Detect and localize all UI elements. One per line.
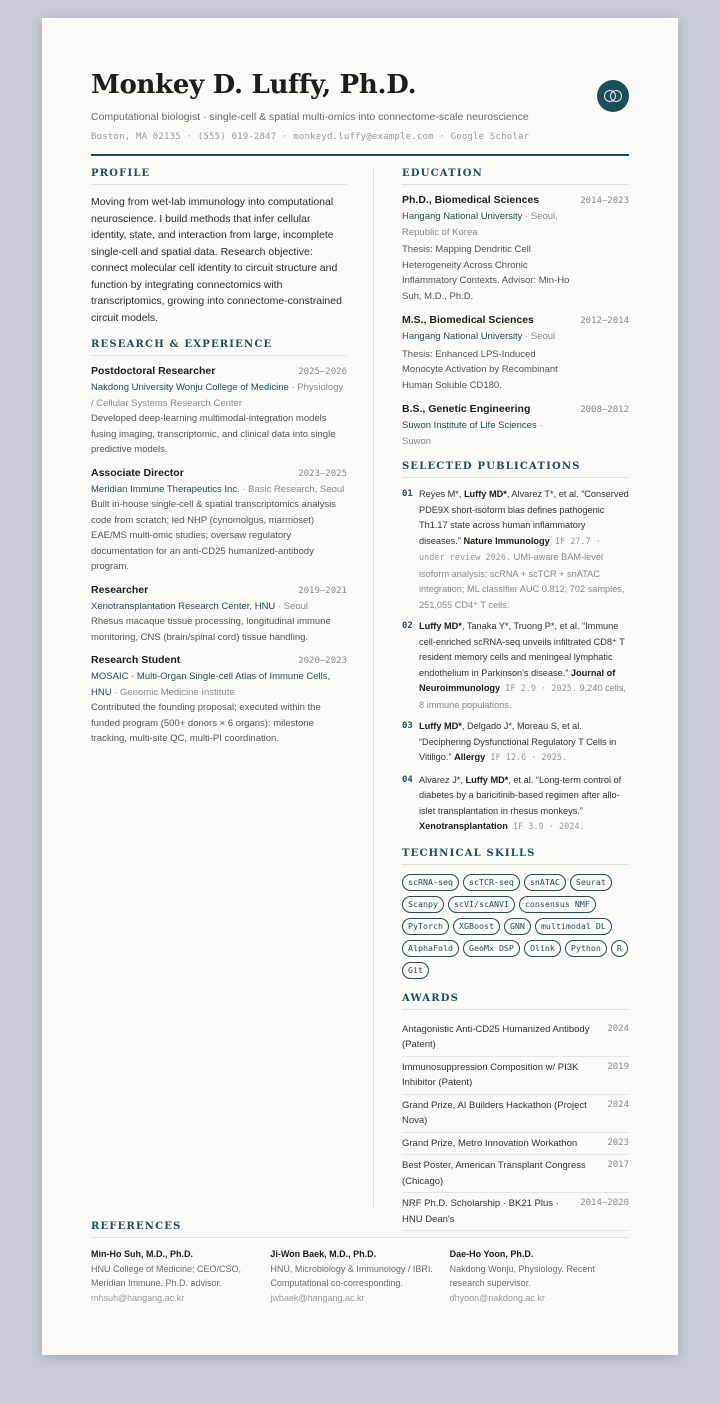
- experience-entry: [91, 467, 347, 575]
- experience-description: Rhesus macaque tissue processing, longitudinal immune monitoring, CNS (brain/spinal cord) tissue handling.: [91, 616, 331, 643]
- publication-author-self: Luffy MD*: [463, 489, 507, 499]
- education-dates: 2014–2023: [580, 196, 629, 206]
- publication-item: [402, 619, 629, 713]
- education-dates: 2008–2012: [580, 405, 629, 415]
- publication-author-self: Luffy MD*: [419, 721, 462, 731]
- publication-citation: [419, 773, 629, 836]
- experience-organization-line: [91, 599, 347, 615]
- award-name: NRF Ph.D. Scholarship · BK21 Plus · HNU Dean's: [402, 1198, 559, 1225]
- publication-list: [402, 487, 629, 836]
- reference-email: dhyoon@nakdong.ac.kr: [449, 1292, 545, 1303]
- education-entry: [402, 403, 629, 449]
- reference-entry: [450, 1247, 629, 1305]
- award-name: Immunosuppression Composition w/ PI3K Inhibitor (Patent): [402, 1061, 579, 1088]
- experience-dates: 2020–2023: [298, 656, 347, 666]
- reference-name: Dae-Ho Yoon, Ph.D.: [449, 1249, 534, 1259]
- award-year: 2019: [607, 1061, 629, 1072]
- publication-citation: [419, 619, 629, 713]
- education-degree: B.S., Genetic Engineering: [402, 403, 531, 415]
- experience-organization: Meridian Immune Therapeutics Inc.: [91, 483, 240, 495]
- experience-organization: MOSAIC · Multi-Organ Single-cell Atlas of Immune Cells, HNU: [91, 671, 331, 698]
- skill-tag: R: [611, 940, 628, 957]
- publication-item: [402, 773, 629, 836]
- experience-entry: [91, 654, 347, 747]
- publication-authors-pre: Reyes M*,: [419, 489, 464, 499]
- skill-tag: AlphaFold: [402, 940, 459, 957]
- experience-location: · Genomic Medicine Institute: [111, 686, 235, 698]
- publication-journal: Xenotransplantation: [419, 821, 508, 831]
- education-entry-header: [402, 314, 629, 326]
- reference-description: HNU, Microbiology & Immunology / IBRI. Computational co-corresponding.: [270, 1263, 433, 1288]
- reference-name: Min-Ho Suh, M.D., Ph.D.: [91, 1249, 193, 1259]
- experience-role: Associate Director: [91, 466, 184, 479]
- education-heading: EDUCATION: [402, 168, 629, 185]
- skill-tag: GNN: [504, 918, 531, 935]
- skill-tag: GeoMx DSP: [463, 940, 520, 957]
- publication-meta: IF 2.9 · 2025.: [500, 684, 577, 694]
- award-year: 2014–2020: [580, 1198, 629, 1208]
- experience-description: Developed deep-learning multimodal-integration models fusing imaging, transcriptomic, and clinical data into single predictive models.: [91, 413, 336, 455]
- experience-dates: 2019–2021: [298, 585, 347, 596]
- experience-entry: [91, 365, 347, 458]
- tagline: Computational biologist · single-cell & spatial multi-omics into connectome-scale neuroscience: [91, 111, 529, 123]
- skill-tag: snATAC: [524, 874, 566, 891]
- education-thesis: Thesis: Mapping Dendritic Cell Heterogeneity Across Chronic Inflammatory Contexts. Advisor: Min-Ho Suh, M.D., Ph.D.: [402, 244, 570, 302]
- education-location: · Suwon: [402, 420, 543, 447]
- publication-authors-title: , et al. “Long-term control of diabetes by a baricitinib-based regimen after allo-islet transplantation in rhesus monkeys.”: [419, 774, 622, 816]
- publication-note: UMI-aware BAM-level isoform analysis; scRNA + scTCR + snATAC integration; ML classifier AUC 0.812; 702 samples, 251,055 CD4⁺ T cells.: [419, 552, 625, 610]
- experience-organization: Xenotransplantation Research Center, HNU: [91, 600, 276, 612]
- award-name: Antagonistic Anti-CD25 Humanized Antibody (Patent): [402, 1023, 590, 1050]
- publication-journal: Journal of Neuroimmunology: [419, 667, 616, 693]
- publication-authors-title: , Alvarez T*, et al. “Conserved PDE9X short-isoform bias defines pathogenic Th1.17 state across human inflammatory diseases.”: [419, 489, 629, 546]
- education-entry-header: [402, 403, 629, 415]
- experience-location: · Seoul: [275, 600, 309, 612]
- reference-name: Ji-Won Baek, M.D., Ph.D.: [270, 1249, 377, 1259]
- education-school: Suwon Institute of Life Sciences: [402, 420, 537, 431]
- publication-item: [402, 487, 629, 613]
- experience-entry-header: [91, 584, 347, 596]
- skills-heading: TECHNICAL SKILLS: [402, 848, 629, 865]
- education-entry: [402, 314, 629, 393]
- column-divider: [373, 168, 374, 1208]
- skill-tag: scTCR-seq: [463, 874, 520, 891]
- profile-text: Moving from wet-lab immunology into computational neuroscience. I build methods that infer cellular identity, state, and interaction from large, incomplete single-cell and spatial data. Research objective: connect molecular cell identity to circuit structure and function by integrating connectomics with transcriptomics, growing into connectome-constrained circuit models.: [91, 196, 342, 324]
- education-school: Hangang National University: [402, 331, 523, 342]
- experience-description: Built in-house single-cell & spatial transcriptomics analysis code from scratch; led NHP (cynomolgus, marmoset) EAE/MS multi-omic studies; oversaw regulatory documentation for an anti-CD25 humanized-antibody program.: [91, 499, 336, 572]
- skill-tag: Python: [565, 940, 607, 957]
- interlocking-rings-icon: [597, 80, 629, 112]
- reference-entry: [270, 1247, 449, 1305]
- education-school-line: [402, 418, 572, 449]
- reference-list: [91, 1247, 629, 1305]
- experience-organization: Nakdong University Wonju College of Medicine: [91, 382, 289, 393]
- skill-tag: scVI/scANVI: [448, 896, 515, 913]
- publication-authors-pre: Alvarez J*,: [419, 774, 466, 785]
- education-entry-header: [402, 194, 629, 206]
- experience-dates: 2025–2026: [298, 367, 347, 377]
- education-dates: 2012–2014: [580, 316, 629, 326]
- reference-description: HNU College of Medicine; CEO/CSO, Meridian Immune. Ph.D. advisor.: [91, 1263, 242, 1288]
- publication-meta: IF 3.9 · 2024.: [507, 822, 585, 832]
- education-school-line: [402, 209, 572, 240]
- award-name: Grand Prize, Metro Innovation Workathon: [402, 1137, 578, 1149]
- left-column: [91, 168, 347, 756]
- header: [91, 70, 629, 142]
- experience-organization-line: [91, 380, 347, 411]
- education-location: · Seoul, Republic of Korea: [402, 211, 558, 238]
- skill-tag: scRNA-seq: [402, 874, 459, 891]
- publication-author-self: Luffy MD*: [419, 621, 462, 631]
- award-name: Grand Prize, AI Builders Hackathon (Project Nova): [402, 1099, 587, 1126]
- award-list: [402, 1019, 629, 1232]
- reference-email: jwbaek@hangang.ac.kr: [270, 1292, 365, 1303]
- reference-email: mhsuh@hangang.ac.kr: [91, 1292, 185, 1303]
- education-degree: M.S., Biomedical Sciences: [402, 314, 534, 326]
- experience-list: [91, 365, 347, 747]
- publication-journal: Allergy: [454, 752, 486, 762]
- skill-tag: Olink: [524, 940, 561, 957]
- experience-role: Research Student: [91, 654, 181, 666]
- publications-heading: SELECTED PUBLICATIONS: [402, 461, 629, 478]
- publication-number: 02: [402, 621, 413, 631]
- publication-author-self: Luffy MD*: [465, 774, 509, 785]
- experience-heading: RESEARCH & EXPERIENCE: [91, 339, 347, 356]
- skill-tag: Seurat: [570, 874, 612, 891]
- experience-entry-header: [91, 467, 347, 479]
- skill-tag: Git: [402, 962, 429, 979]
- skill-tag: Scanpy: [402, 896, 444, 913]
- skill-tag: multimodal DL: [535, 918, 612, 935]
- references-section: [91, 1221, 629, 1305]
- resume-page: [42, 18, 678, 1355]
- education-thesis: Thesis: Enhanced LPS-Induced Monocyte Activation by Recombinant Human Soluble CD180.: [402, 348, 558, 391]
- experience-location: · Basic Research, Seoul: [239, 483, 345, 495]
- publication-number: 01: [402, 489, 413, 499]
- skill-tag: consensus NMF: [519, 896, 596, 913]
- education-degree: Ph.D., Biomedical Sciences: [402, 194, 540, 206]
- award-item: [402, 1155, 629, 1193]
- education-location: · Seoul: [522, 331, 556, 342]
- education-entry: [402, 194, 629, 304]
- publication-journal: Nature Immunology: [463, 535, 550, 546]
- publication-item: [402, 719, 629, 767]
- publication-citation: [419, 719, 629, 767]
- references-heading: REFERENCES: [91, 1221, 629, 1238]
- candidate-name: Monkey D. Luffy, Ph.D.: [91, 70, 417, 100]
- experience-entry-header: [91, 365, 347, 377]
- award-year: 2017: [607, 1160, 629, 1170]
- reference-entry: [91, 1247, 270, 1305]
- header-divider: [91, 154, 629, 156]
- publication-note: 9,240 cells, 8 immune populations.: [419, 683, 626, 710]
- publication-citation: [419, 487, 629, 613]
- experience-entry: [91, 584, 347, 646]
- award-year: 2023: [607, 1137, 629, 1148]
- award-year: 2024: [607, 1099, 629, 1110]
- award-name: Best Poster, American Transplant Congress (Chicago): [402, 1160, 586, 1187]
- publication-meta: IF 12.6 · 2025.: [485, 753, 568, 763]
- experience-organization-line: [91, 482, 347, 498]
- award-year: 2024: [607, 1023, 629, 1034]
- publication-number: 04: [402, 774, 413, 785]
- right-column: [402, 168, 629, 1231]
- experience-dates: 2023–2025: [298, 468, 347, 479]
- experience-description: Contributed the founding proposal; executed within the funded program (500+ donors × 6 organs): milestone tracking, multi-site QC, multi-PI coordination.: [91, 702, 321, 744]
- awards-heading: AWARDS: [402, 993, 629, 1010]
- skill-tag: PyTorch: [402, 918, 449, 935]
- publication-authors-title: , Delgado J*, Moreau S, et al. “Deciphering Dysfunctional Regulatory T Cells in Vitiligo.”: [419, 721, 617, 762]
- experience-location: · Physiology / Cellular Systems Research Center: [91, 382, 344, 409]
- publication-authors-title: , Tanaka Y*, Truong P*, et al. “Immune cell-enriched scRNA-seq unveils infiltrated CD8⁺ T resident memory cells and meningeal lymphatic endothelium in Parkinson's disease.”: [419, 621, 625, 678]
- profile-heading: PROFILE: [91, 168, 347, 185]
- skill-tag: XGBoost: [453, 918, 500, 935]
- award-item: [402, 1019, 629, 1057]
- publication-number: 03: [402, 721, 413, 731]
- education-school: Hangang National University: [402, 211, 523, 222]
- education-school-line: [402, 329, 572, 345]
- contact-line: Boston, MA 02135 · (555) 019-2847 · monkeyd.luffy@example.com · Google Scholar: [91, 132, 530, 142]
- experience-entry-header: [91, 654, 347, 666]
- skill-list: [402, 874, 629, 979]
- award-item: [402, 1057, 629, 1095]
- award-item: [402, 1095, 629, 1133]
- education-list: [402, 194, 629, 449]
- reference-description: Nakdong Wonju, Physiology. Recent research supervisor.: [449, 1263, 595, 1288]
- experience-role: Researcher: [91, 583, 149, 596]
- experience-role: Postdoctoral Researcher: [91, 365, 216, 377]
- award-item: [402, 1133, 629, 1156]
- publication-meta: IF 27.7 · under review 2026.: [419, 536, 601, 563]
- experience-organization-line: [91, 669, 347, 700]
